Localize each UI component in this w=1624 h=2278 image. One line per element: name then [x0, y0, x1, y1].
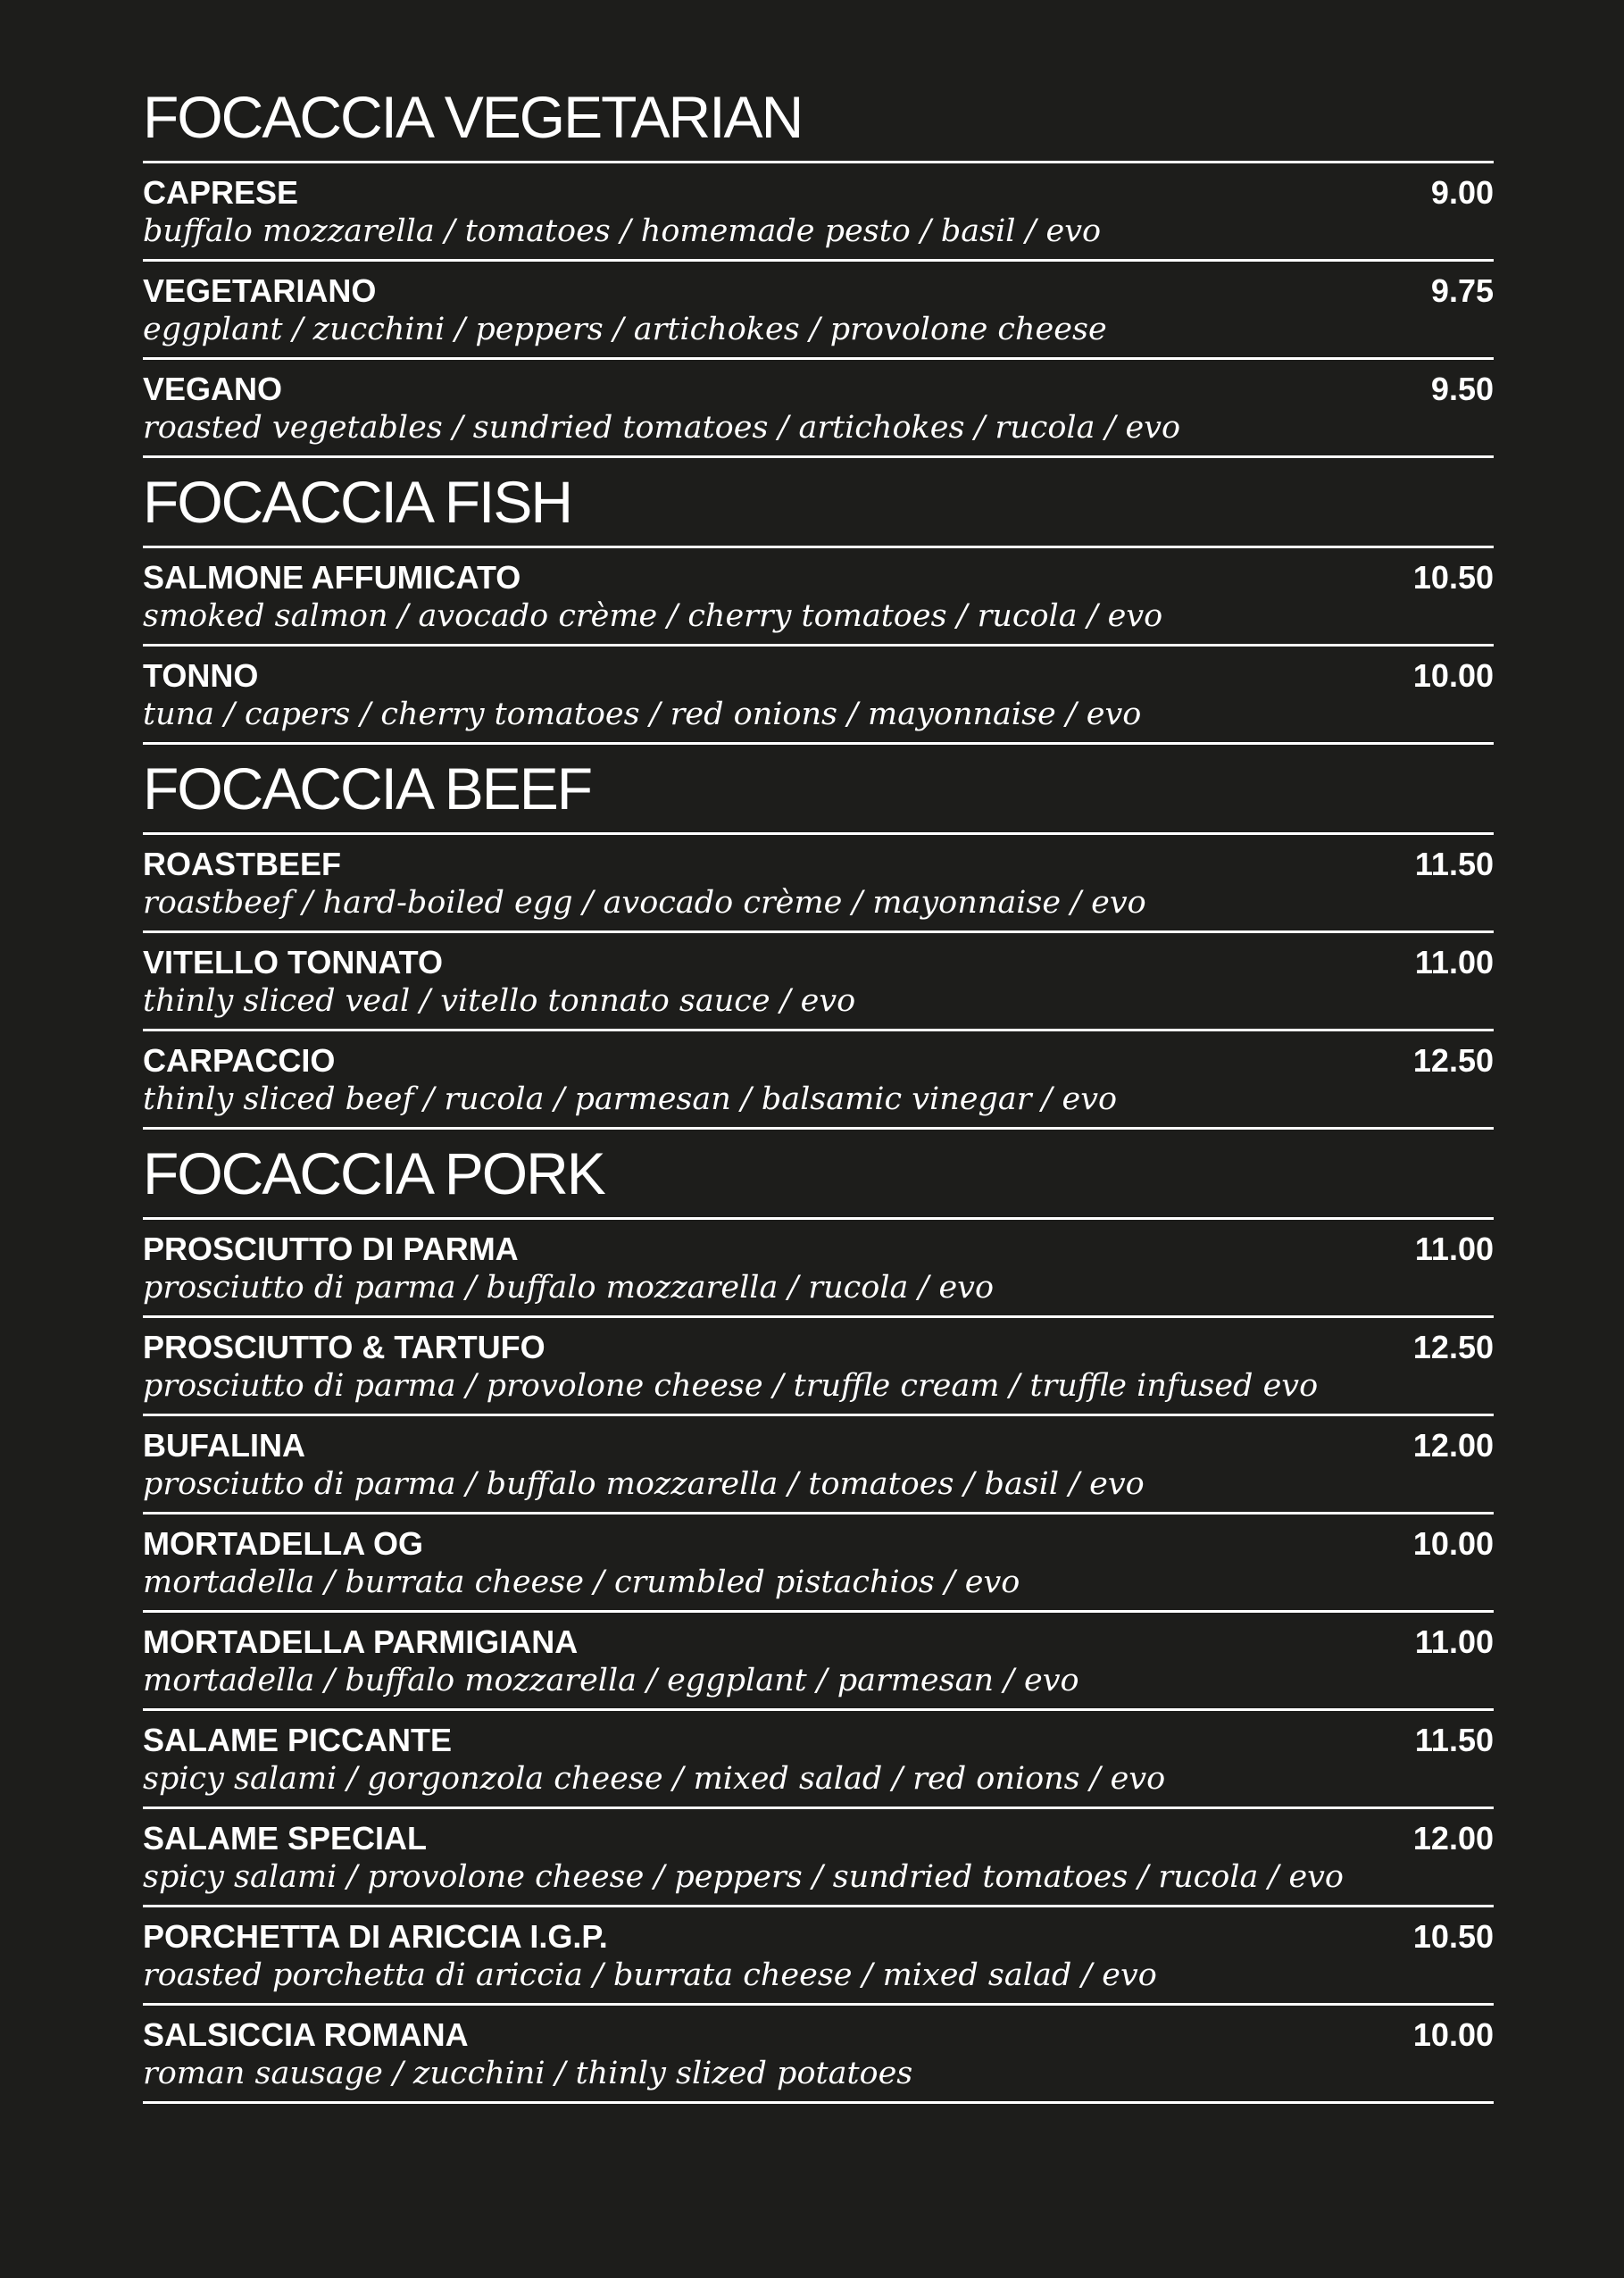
item-price: 11.00: [1414, 944, 1494, 980]
item-name: PORCHETTA DI ARICCIA I.G.P.: [143, 1918, 608, 1955]
menu-item: [143, 647, 1494, 745]
item-description: prosciutto di parma / buffalo mozzarella / rucola / evo: [143, 1270, 995, 1306]
item-name: PROSCIUTTO DI PARMA: [143, 1231, 519, 1267]
item-name: SALAME SPECIAL: [143, 1820, 428, 1857]
item-description: roasted porchetta di ariccia / burrata cheese / mixed salad / evo: [143, 1957, 1157, 1993]
item-description: mortadella / buffalo mozzarella / eggplant / parmesan / evo: [143, 1663, 1079, 1698]
menu-item: [143, 1220, 1494, 1318]
item-name: MORTADELLA OG: [143, 1525, 423, 1562]
item-name: CAPRESE: [143, 174, 299, 211]
menu-item: [143, 1711, 1494, 1809]
item-description: prosciutto di parma / provolone cheese / truffle cream / truffle infused evo: [143, 1368, 1319, 1404]
item-description: spicy salami / provolone cheese / peppers / sundried tomatoes / rucola / evo: [143, 1859, 1345, 1895]
section-fish: [143, 458, 1494, 745]
item-name: ROASTBEEF: [143, 846, 342, 882]
item-description: thinly sliced veal / vitello tonnato sauce / evo: [143, 983, 856, 1019]
menu-item: [143, 933, 1494, 1031]
item-price: 10.50: [1412, 1918, 1494, 1955]
item-price: 12.00: [1412, 1427, 1494, 1464]
menu-item: [143, 835, 1494, 933]
item-price: 9.00: [1430, 174, 1494, 211]
item-name: VEGETARIANO: [143, 272, 377, 309]
item-price: 9.50: [1430, 371, 1494, 407]
item-name: BUFALINA: [143, 1427, 305, 1464]
item-name: PROSCIUTTO & TARTUFO: [143, 1329, 545, 1365]
item-name: SALSICCIA ROMANA: [143, 2016, 469, 2053]
section-title: FOCACCIA PORK: [143, 1140, 604, 1206]
menu-item: [143, 1318, 1494, 1416]
menu-item: [143, 1031, 1494, 1130]
item-description: roasted vegetables / sundried tomatoes / artichokes / rucola / evo: [143, 410, 1181, 446]
item-description: spicy salami / gorgonzola cheese / mixed salad / red onions / evo: [143, 1761, 1166, 1797]
menu-item: [143, 2006, 1494, 2104]
menu-item: [143, 262, 1494, 360]
menu-item: [143, 1514, 1494, 1613]
section-pork: [143, 1130, 1494, 2104]
section-title: FOCACCIA FISH: [143, 469, 572, 535]
item-price: 10.00: [1412, 1525, 1494, 1562]
item-name: SALAME PICCANTE: [143, 1722, 453, 1758]
item-description: prosciutto di parma / buffalo mozzarella / tomatoes / basil / evo: [143, 1466, 1145, 1502]
section-title: FOCACCIA VEGETARIAN: [143, 84, 803, 150]
item-name: TONNO: [143, 657, 259, 694]
menu-item: [143, 1907, 1494, 2006]
item-price: 11.50: [1414, 1722, 1494, 1758]
menu: [143, 82, 1494, 2104]
section-vegetarian: [143, 82, 1494, 458]
item-name: CARPACCIO: [143, 1042, 336, 1079]
item-price: 9.75: [1430, 272, 1494, 309]
section-title: FOCACCIA BEEF: [143, 755, 592, 822]
menu-item: [143, 163, 1494, 262]
item-name: SALMONE AFFUMICATO: [143, 559, 521, 596]
item-description: thinly sliced beef / rucola / parmesan / balsamic vinegar / evo: [143, 1081, 1118, 1117]
menu-item: [143, 1809, 1494, 1907]
menu-item: [143, 1416, 1494, 1514]
menu-item: [143, 1613, 1494, 1711]
item-price: 12.00: [1412, 1820, 1494, 1857]
item-description: mortadella / burrata cheese / crumbled pistachios / evo: [143, 1565, 1020, 1600]
item-name: VEGANO: [143, 371, 283, 407]
section-beef: [143, 745, 1494, 1130]
item-price: 12.50: [1412, 1042, 1494, 1079]
item-price: 11.00: [1414, 1623, 1494, 1660]
item-description: roman sausage / zucchini / thinly slized potatoes: [143, 2056, 913, 2091]
item-price: 11.50: [1414, 846, 1494, 882]
item-name: MORTADELLA PARMIGIANA: [143, 1623, 579, 1660]
item-price: 11.00: [1414, 1231, 1494, 1267]
item-description: smoked salmon / avocado crème / cherry tomatoes / rucola / evo: [143, 598, 1163, 634]
item-description: tuna / capers / cherry tomatoes / red onions / mayonnaise / evo: [143, 697, 1142, 732]
item-name: VITELLO TONNATO: [143, 944, 444, 980]
menu-item: [143, 360, 1494, 458]
item-description: buffalo mozzarella / tomatoes / homemade pesto / basil / evo: [143, 213, 1102, 249]
menu-item: [143, 548, 1494, 647]
item-price: 12.50: [1412, 1329, 1494, 1365]
item-price: 10.50: [1412, 559, 1494, 596]
item-description: eggplant / zucchini / peppers / artichokes / provolone cheese: [143, 312, 1107, 347]
item-price: 10.00: [1412, 2016, 1494, 2053]
item-description: roastbeef / hard-boiled egg / avocado crème / mayonnaise / evo: [143, 885, 1146, 921]
item-price: 10.00: [1412, 657, 1494, 694]
